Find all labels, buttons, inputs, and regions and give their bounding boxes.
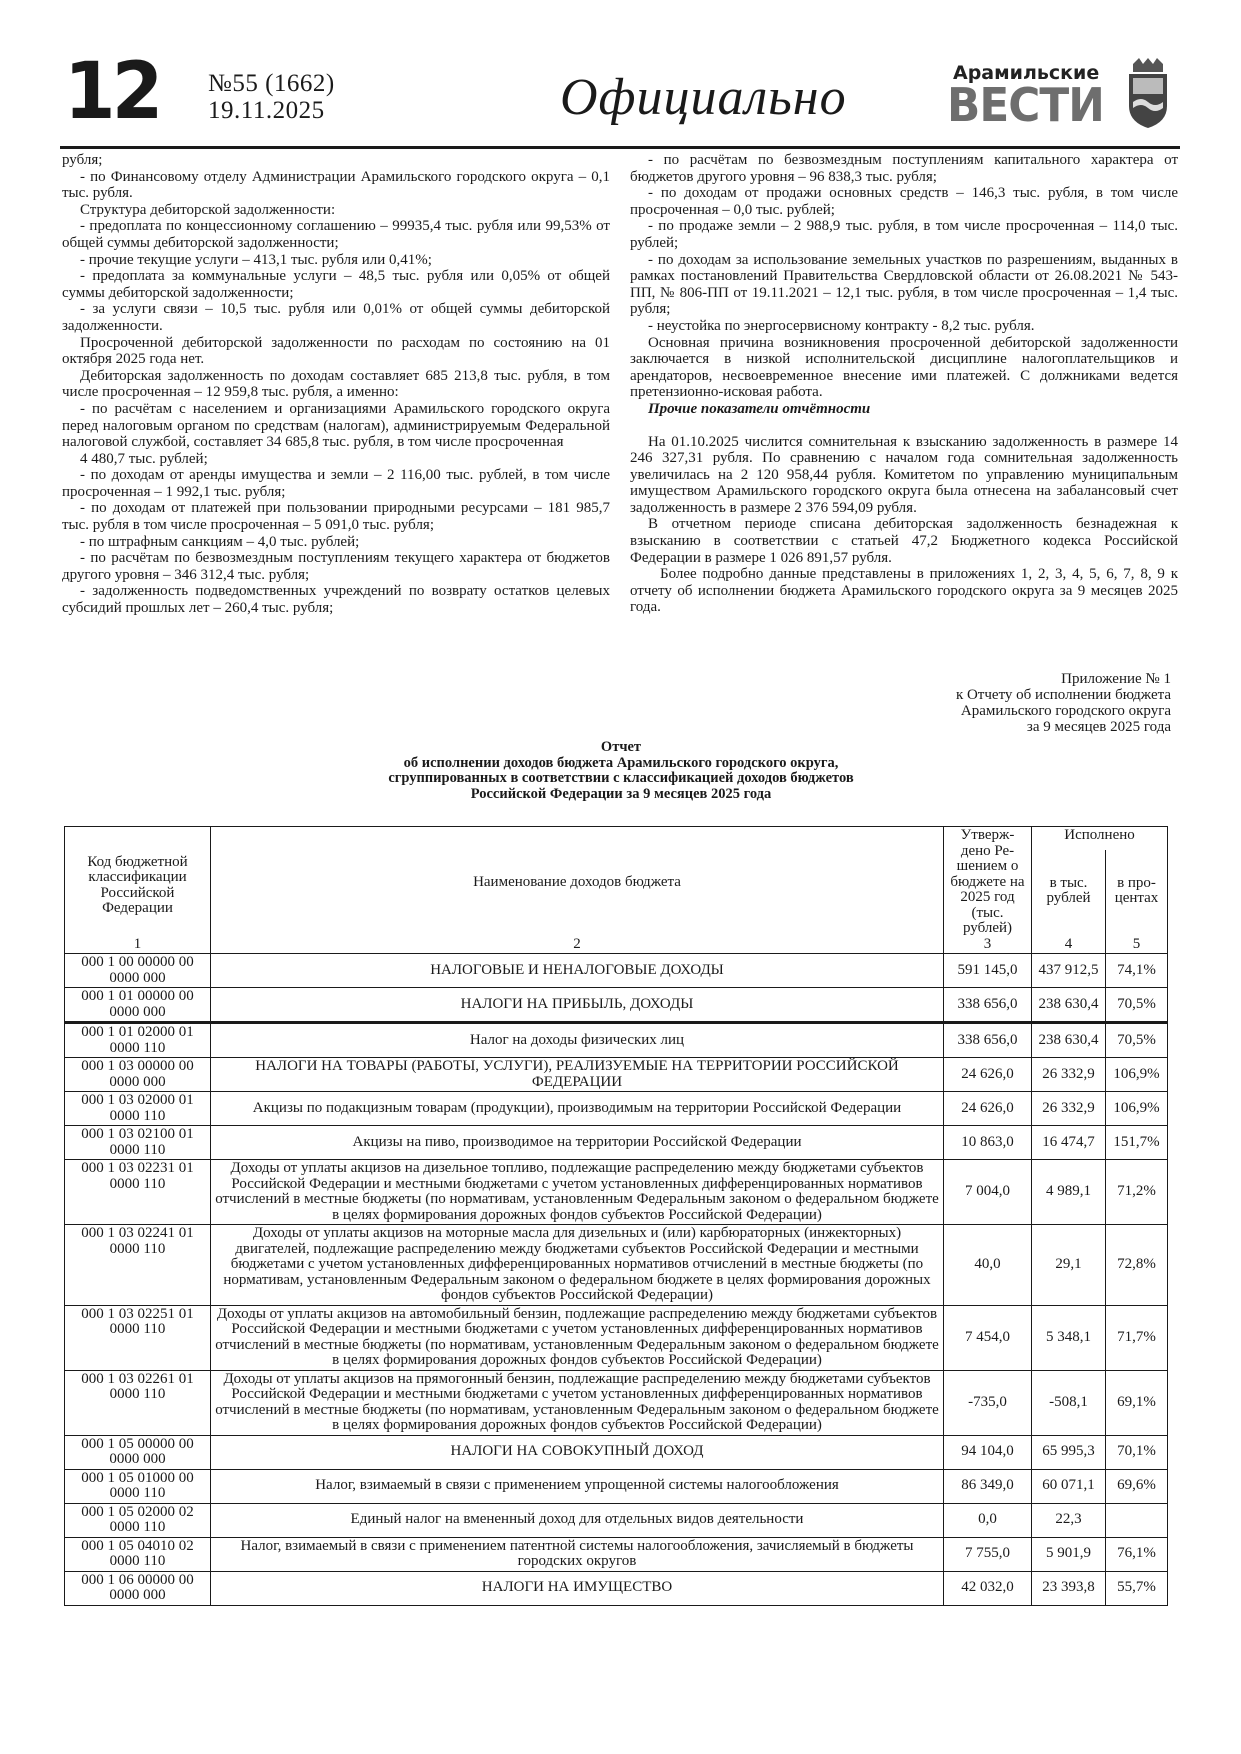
code-cell: 000 1 06 00000 00 0000 000: [65, 1571, 211, 1605]
code-cell: 000 1 03 02100 01 0000 110: [65, 1126, 211, 1160]
executed-cell: 16 474,7: [1032, 1126, 1106, 1160]
code-cell: 000 1 05 04010 02 0000 110: [65, 1537, 211, 1571]
approved-cell: 10 863,0: [944, 1126, 1032, 1160]
revenue-table: [64, 826, 1168, 1606]
name-cell: Доходы от уплаты акцизов на моторные масла для дизельных и (или) карбюраторных (инжекторных) двигателей, подлежащие распределению между бюджетами субъектов Российской Федерации и местными бюджетами с учетом установленных дифференцированных нормативов отчислений в местные бюджеты (по нормативам, установленным Федеральным законом о федеральном бюджете в целях формирования дорожных фондов субъектов Российской Федерации): [211, 1225, 944, 1306]
paragraph: - предоплата за коммунальные услуги – 48,5 тыс. рубля или 0,05% от общей суммы дебиторской задолженности;: [62, 268, 610, 301]
issue-number: №55 (1662): [208, 70, 335, 97]
paragraph: Дебиторская задолженность по доходам составляет 685 213,8 тыс. рубля, в том числе просроченная – 12 959,8 тыс. рубля, а именно:: [62, 367, 610, 401]
report-title-line: сгруппированных в соответствии с классификацией доходов бюджетов: [388, 770, 854, 786]
code-cell: 000 1 03 00000 00 0000 000: [65, 1058, 211, 1092]
report-title-line: Отчет: [600, 739, 642, 755]
paragraph: - по расчётам с населением и организациями Арамильского городского округа перед налоговым органом по средствам (налогам), администрируемым Федеральной налоговой службой, составляет 34 685,8 тыс. рубля, в том числе просроченная: [62, 400, 610, 451]
table-row: [65, 1469, 1168, 1503]
header-code-label: Код бюджетной классификации Российской Федерации: [87, 853, 188, 916]
header-executed-percent: [1106, 850, 1168, 953]
paragraph: - прочие текущие услуги – 413,1 тыс. рубля или 0,41%;: [80, 251, 432, 268]
header-divider: [60, 146, 1180, 149]
paragraph: рубля;: [62, 152, 103, 168]
approved-cell: 338 656,0: [944, 988, 1032, 1023]
percent-cell: 76,1%: [1106, 1537, 1168, 1571]
code-cell: 000 1 01 00000 00 0000 000: [65, 988, 211, 1023]
paragraph: - по доходам от платежей при пользовании природными ресурсами – 181 985,7 тыс. рубля в том числе просроченная – 5 091,0 тыс. рубля;: [62, 500, 610, 534]
name-cell: Налог на доходы физических лиц: [211, 1023, 944, 1058]
approved-cell: 40,0: [944, 1225, 1032, 1306]
table-row: [65, 1503, 1168, 1537]
paragraph: - по расчётам по безвозмездным поступлениям капитального характера от бюджетов другого уровня – 96 838,3 тыс. рубля;: [630, 152, 1178, 185]
name-cell: Акцизы на пиво, производимое на территории Российской Федерации: [211, 1126, 944, 1160]
paragraph: - по расчётам по безвозмездным поступлениям текущего характера от бюджетов другого уровня – 346 312,4 тыс. рубля;: [62, 550, 610, 583]
table-row: [65, 1058, 1168, 1092]
code-cell: 000 1 03 02231 01 0000 110: [65, 1160, 211, 1225]
col-number: 5: [1132, 935, 1141, 952]
percent-cell: 106,9%: [1106, 1092, 1168, 1126]
executed-cell: 26 332,9: [1032, 1058, 1106, 1092]
name-cell: Акцизы по подакцизным товарам (продукции), производимым на территории Российской Федерации: [211, 1092, 944, 1126]
header-executed-percent-label: в про-центах: [1114, 874, 1159, 906]
paragraph: - по штрафным санкциям – 4,0 тыс. рублей;: [80, 533, 360, 550]
approved-cell: 0,0: [944, 1503, 1032, 1537]
appendix-line: Арамильского городского округа: [960, 703, 1171, 719]
table-row: [65, 1023, 1168, 1058]
left-column: [62, 152, 610, 617]
name-cell: НАЛОГИ НА ИМУЩЕСТВО: [211, 1571, 944, 1605]
percent-cell: 72,8%: [1106, 1225, 1168, 1306]
paragraph: Более подробно данные представлены в приложениях 1, 2, 3, 4, 5, 6, 7, 8, 9 к отчету об исполнении бюджета Арамильского городского округа за 9 месяцев 2025 года.: [630, 566, 1178, 616]
table-row: [65, 1160, 1168, 1225]
paragraph: В отчетном периоде списана дебиторская задолженность безнадежная к взысканию в соответствии с статьей 47,2 Бюджетного кодекса Российской Федерации в размере 1 026 891,57 рубля.: [630, 516, 1178, 566]
percent-cell: 69,6%: [1106, 1469, 1168, 1503]
approved-cell: 86 349,0: [944, 1469, 1032, 1503]
appendix-line: к Отчету об исполнении бюджета: [955, 687, 1171, 703]
executed-cell: 238 630,4: [1032, 988, 1106, 1023]
approved-cell: 24 626,0: [944, 1058, 1032, 1092]
name-cell: Налог, взимаемый в связи с применением патентной системы налогообложения, зачисляемый в бюджеты городских округов: [211, 1537, 944, 1571]
code-cell: 000 1 00 00000 00 0000 000: [65, 954, 211, 988]
col-number: 4: [1064, 935, 1073, 952]
executed-cell: 26 332,9: [1032, 1092, 1106, 1126]
name-cell: НАЛОГОВЫЕ И НЕНАЛОГОВЫЕ ДОХОДЫ: [211, 954, 944, 988]
percent-cell: 70,5%: [1106, 988, 1168, 1023]
approved-cell: -735,0: [944, 1370, 1032, 1435]
paragraph: - задолженность подведомственных учреждений по возврату остатков целевых субсидий прошлых лет – 260,4 тыс. рубля;: [62, 583, 610, 617]
paragraph: - по доходам за использование земельных участков по разрешениям, выданных в рамках постановлений Правительства Свердловской области от 26.08.2021 № 543-ПП, № 806-ПП от 19.11.2021 – 12,1 тыс. рубля, в том числе просроченная – 1,4 тыс. рубля;: [630, 251, 1178, 318]
table-row: [65, 1305, 1168, 1370]
paragraph: - по доходам от продажи основных средств – 146,3 тыс. рубля, в том числе просроченная – 0,0 тыс. рублей;: [630, 185, 1178, 218]
table-row: [65, 1537, 1168, 1571]
code-cell: 000 1 03 02241 01 0000 110: [65, 1225, 211, 1306]
code-cell: 000 1 03 02251 01 0000 110: [65, 1305, 211, 1370]
executed-cell: 4 989,1: [1032, 1160, 1106, 1225]
section-title: Официально: [560, 69, 847, 126]
percent-cell: 70,5%: [1106, 1023, 1168, 1058]
header-approved-label: Утверж-дено Ре-шением о бюджете на 2025 год (тыс. рублей): [950, 827, 1025, 936]
name-cell: НАЛОГИ НА СОВОКУПНЫЙ ДОХОД: [211, 1435, 944, 1469]
section-heading: Прочие показатели отчётности: [648, 400, 871, 417]
percent-cell: 71,7%: [1106, 1305, 1168, 1370]
approved-cell: 7 004,0: [944, 1160, 1032, 1225]
report-title-line: Российской Федерации за 9 месяцев 2025 года: [470, 785, 772, 802]
executed-cell: -508,1: [1032, 1370, 1106, 1435]
header-code: [65, 827, 211, 954]
paragraph: - предоплата по концессионному соглашению – 99935,4 тыс. рубля или 99,53% от общей суммы дебиторской задолженности;: [62, 218, 610, 251]
appendix-line: за 9 месяцев 2025 года: [1026, 719, 1171, 735]
col-number: 2: [573, 935, 581, 952]
executed-cell: 5 348,1: [1032, 1305, 1106, 1370]
appendix-note: [956, 671, 1171, 735]
percent-cell: 69,1%: [1106, 1370, 1168, 1435]
report-title-line: об исполнении доходов бюджета Арамильского городского округа,: [403, 754, 839, 771]
paragraph: - по доходам от аренды имущества и земли – 2 116,00 тыс. рублей, в том числе просроченная – 1 992,1 тыс. рубля;: [62, 467, 610, 500]
appendix-line: Приложение № 1: [1061, 671, 1171, 687]
executed-cell: 22,3: [1032, 1503, 1106, 1537]
approved-cell: 94 104,0: [944, 1435, 1032, 1469]
executed-cell: 437 912,5: [1032, 954, 1106, 988]
name-cell: НАЛОГИ НА ПРИБЫЛЬ, ДОХОДЫ: [211, 988, 944, 1023]
paragraph: На 01.10.2025 числится сомнительная к взысканию задолженность в размере 14 246 327,31 рубля. По сравнению с началом года сомнительная задолженность увеличилась на 2 120 958,44 рубля. Комитетом по управлению муниципальным имуществом Арамильского городского округа была отнесена на забалансовый счет задолженность в размере 2 376 594,09 рубля.: [630, 433, 1178, 516]
code-cell: 000 1 03 02000 01 0000 110: [65, 1092, 211, 1126]
page-number: 12: [64, 47, 160, 137]
name-cell: Доходы от уплаты акцизов на прямогонный бензин, подлежащие распределению между бюджетами субъектов Российской Федерации и местными бюджетами с учетом установленных дифференцированных нормативов отчислений в местные бюджеты (по нормативам, установленным Федеральным законом о федеральном бюджете в целях формирования дорожных фондов субъектов Российской Федерации): [211, 1370, 944, 1435]
name-cell: Доходы от уплаты акцизов на дизельное топливо, подлежащие распределению между бюджетами субъектов Российской Федерации и местными бюджетами с учетом установленных дифференцированных нормативов отчислений в местные бюджеты (по нормативам, установленным Федеральным законом о федеральном бюджете в целях формирования дорожных фондов субъектов Российской Федерации): [211, 1160, 944, 1225]
percent-cell: 55,7%: [1106, 1571, 1168, 1605]
percent-cell: 106,9%: [1106, 1058, 1168, 1092]
paragraph: - по продаже земли – 2 988,9 тыс. рубля, в том числе просроченная – 114,0 тыс. рублей;: [630, 218, 1178, 251]
percent-cell: 74,1%: [1106, 954, 1168, 988]
header-name-label: Наименование доходов бюджета: [473, 874, 681, 890]
percent-cell: 151,7%: [1106, 1126, 1168, 1160]
right-column: [630, 152, 1178, 616]
paragraph: - за услуги связи – 10,5 тыс. рубля или 0,01% от общей суммы дебиторской задолженности.: [62, 301, 610, 334]
approved-cell: 338 656,0: [944, 1023, 1032, 1058]
table-row: [65, 1126, 1168, 1160]
paragraph: Просроченной дебиторской задолженности по расходам по состоянию на 01 октября 2025 года нет.: [62, 334, 610, 368]
header-executed-thousand: [1032, 850, 1106, 953]
header-executed: Исполнено: [1032, 827, 1168, 851]
code-cell: 000 1 05 01000 00 0000 110: [65, 1469, 211, 1503]
approved-cell: 591 145,0: [944, 954, 1032, 988]
table-row: [65, 1092, 1168, 1126]
paragraph: Основная причина возникновения просроченной дебиторской задолженности заключается в низкой исполнительской дисциплине налогоплательщиков и арендаторов, несвоевременное внесение ими платежей. С должниками ведется претензионно-исковая работа.: [630, 334, 1178, 401]
col-number: 1: [133, 935, 142, 952]
table-row: [65, 1225, 1168, 1306]
table-row: [65, 954, 1168, 988]
name-cell: НАЛОГИ НА ТОВАРЫ (РАБОТЫ, УСЛУГИ), РЕАЛИЗУЕМЫЕ НА ТЕРРИТОРИИ РОССИЙСКОЙ ФЕДЕРАЦИИ: [211, 1058, 944, 1092]
approved-cell: 24 626,0: [944, 1092, 1032, 1126]
paragraph: - неустойка по энергосервисному контракту - 8,2 тыс. рубля.: [648, 317, 1035, 334]
paragraph: Структура дебиторской задолженности:: [80, 201, 336, 218]
logo-bottom-text: ВЕСТИ: [947, 78, 1104, 132]
table-row: [65, 988, 1168, 1023]
executed-cell: 5 901,9: [1032, 1537, 1106, 1571]
executed-cell: 65 995,3: [1032, 1435, 1106, 1469]
header-approved: [944, 827, 1032, 954]
table-row: [65, 1370, 1168, 1435]
approved-cell: 7 755,0: [944, 1537, 1032, 1571]
table-body: [65, 954, 1168, 1606]
table-row: [65, 1435, 1168, 1469]
code-cell: 000 1 05 02000 02 0000 110: [65, 1503, 211, 1537]
code-cell: 000 1 05 00000 00 0000 000: [65, 1435, 211, 1469]
executed-cell: 238 630,4: [1032, 1023, 1106, 1058]
percent-cell: [1106, 1503, 1168, 1537]
executed-cell: 23 393,8: [1032, 1571, 1106, 1605]
approved-cell: 42 032,0: [944, 1571, 1032, 1605]
header-executed-thousand-label: в тыс. рублей: [1046, 874, 1091, 906]
code-cell: 000 1 03 02261 01 0000 110: [65, 1370, 211, 1435]
col-number: 3: [983, 935, 992, 952]
report-title: [62, 740, 1180, 802]
paragraph: 4 480,7 тыс. рублей;: [80, 450, 208, 467]
logo-top-text: Арамильские: [953, 62, 1100, 84]
name-cell: Единый налог на вмененный доход для отдельных видов деятельности: [211, 1503, 944, 1537]
approved-cell: 7 454,0: [944, 1305, 1032, 1370]
executed-cell: 60 071,1: [1032, 1469, 1106, 1503]
table-row: [65, 1571, 1168, 1605]
issue-date: 19.11.2025: [208, 97, 325, 124]
name-cell: Доходы от уплаты акцизов на автомобильный бензин, подлежащие распределению между бюджетами субъектов Российской Федерации и местными бюджетами с учетом установленных дифференцированных нормативов отчислений в местные бюджеты (по нормативам, установленным Федеральным законом о федеральном бюджете в целях формирования дорожных фондов субъектов Российской Федерации): [211, 1305, 944, 1370]
table-header-row: [65, 827, 1168, 851]
name-cell: Налог, взимаемый в связи с применением упрощенной системы налогообложения: [211, 1469, 944, 1503]
percent-cell: 70,1%: [1106, 1435, 1168, 1469]
header-name: [211, 827, 944, 954]
code-cell: 000 1 01 02000 01 0000 110: [65, 1023, 211, 1058]
paragraph: - по Финансовому отделу Администрации Арамильского городского округа – 0,1 тыс. рубля.: [62, 168, 610, 202]
coat-of-arms-icon: [1125, 58, 1171, 128]
executed-cell: 29,1: [1032, 1225, 1106, 1306]
percent-cell: 71,2%: [1106, 1160, 1168, 1225]
issue-info: [208, 70, 335, 124]
